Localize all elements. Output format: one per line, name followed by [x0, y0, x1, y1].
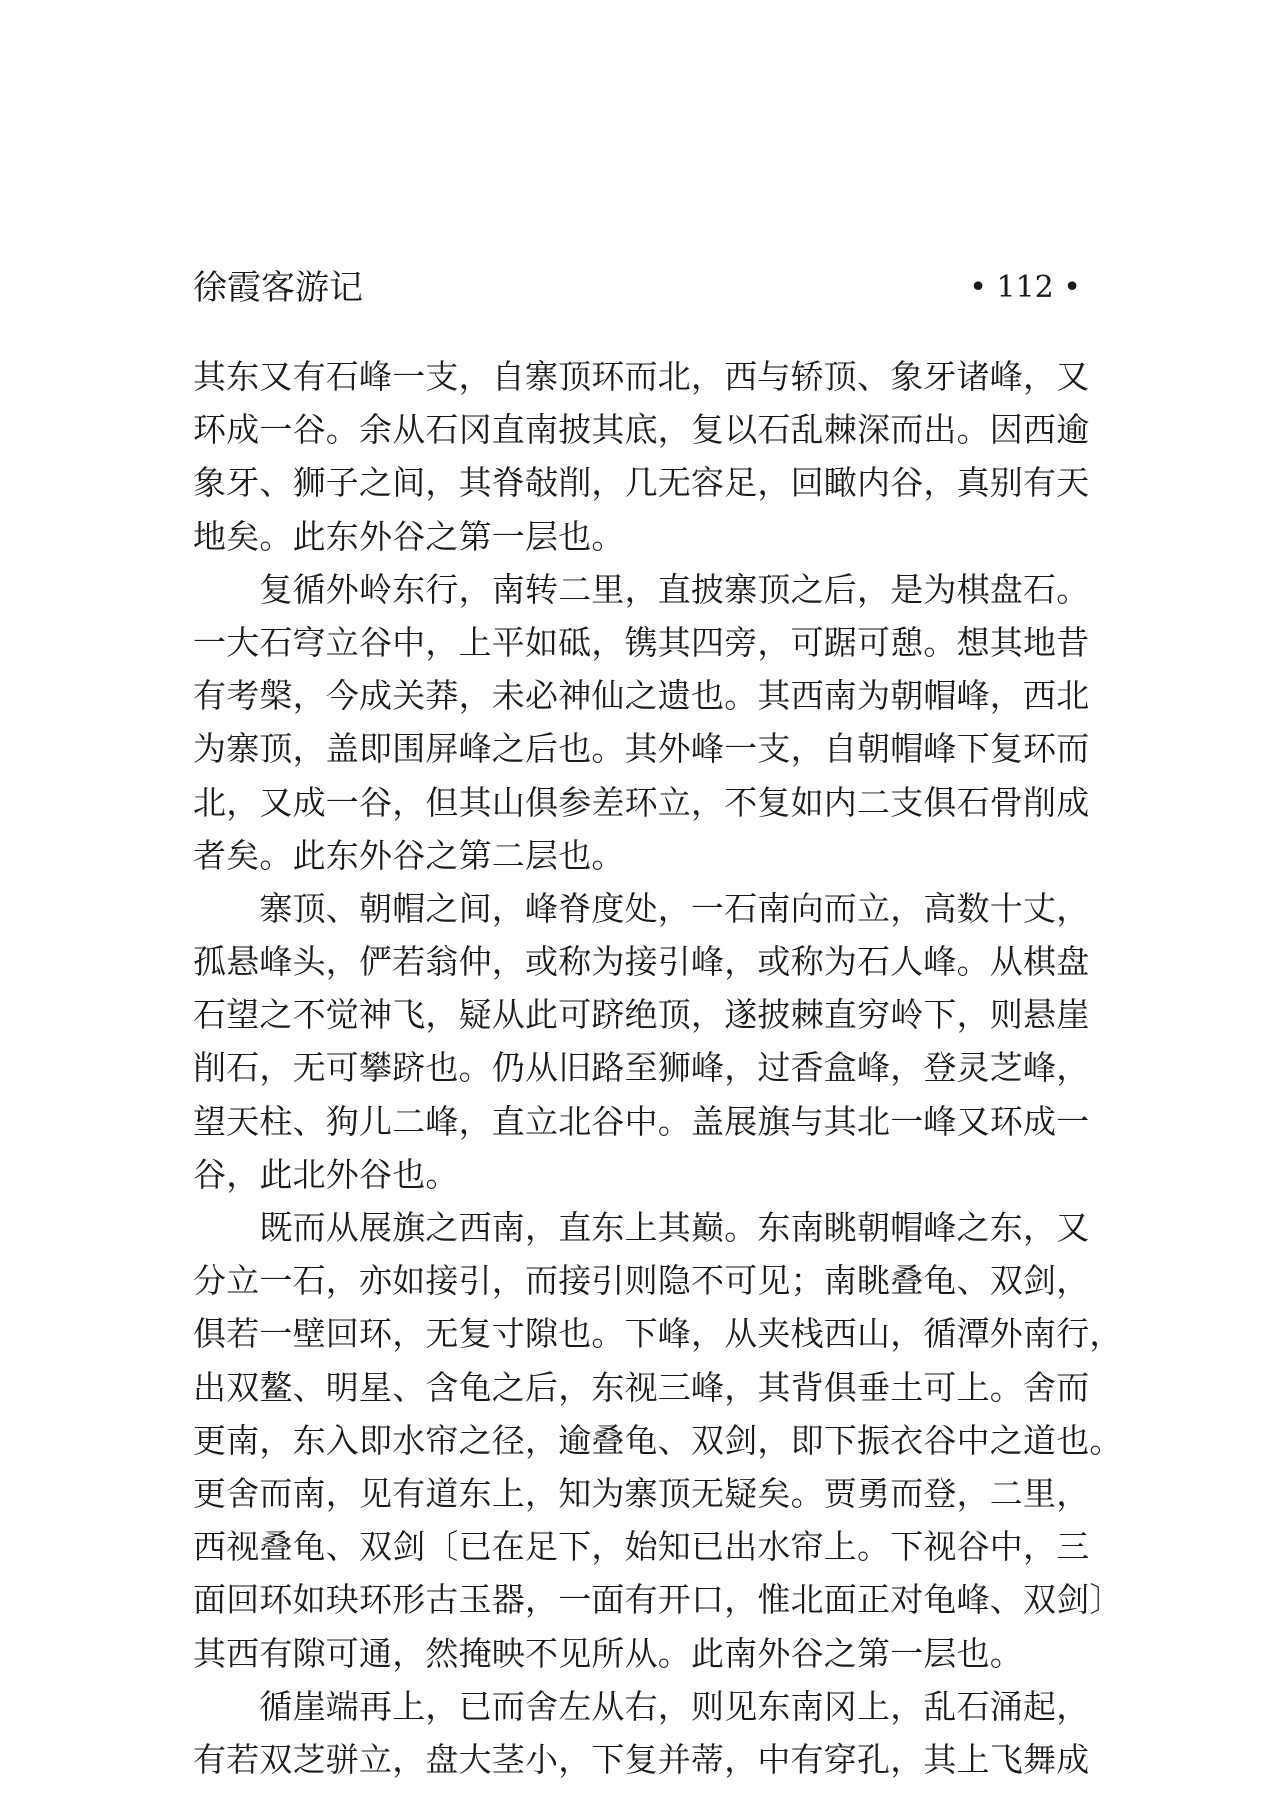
text-line: 面回环如玦环形古玉器，一面有开口，惟北面正对龟峰、双剑〕	[193, 1580, 1123, 1620]
text-line: 更南，东入即水帘之径，逾叠龟、双剑，即下振衣谷中之道也。	[193, 1420, 1123, 1460]
text-line: 环成一谷。余从石冈直南披其底，复以石乱棘深而出。因西逾	[193, 410, 1090, 450]
text-line: 其东又有石峰一支，自寨顶环而北，西与轿顶、象牙诸峰，又	[193, 357, 1090, 396]
text-line: 有若双芝骈立，盘大茎小，下复并蒂，中有穿孔，其上飞舞成	[193, 1739, 1090, 1779]
text-line: 为寨顶，盖即围屏峰之后也。其外峰一支，自朝帽峰下复环而	[193, 729, 1090, 769]
text-line: 有考槃，今成关莽，未必神仙之遗也。其西南为朝帽峰，西北	[193, 676, 1090, 716]
text-line: 削石，无可攀跻也。仍从旧路至狮峰，过香盒峰，登灵芝峰，	[193, 1048, 1090, 1088]
text-line: 西视叠龟、双剑〔已在足下，始知已出水帘上。下视谷中，三	[193, 1527, 1090, 1567]
text-line: 者矣。此东外谷之第二层也。	[193, 835, 625, 875]
text-line: 孤悬峰头，俨若翁仲，或称为接引峰，或称为石人峰。从棋盘	[193, 942, 1090, 982]
text-line: 一大石穹立谷中，上平如砥，镌其四旁，可踞可憩。想其地昔	[193, 622, 1090, 662]
text-line: 寨顶、朝帽之间，峰脊度处，一石南向而立，高数十丈，	[193, 888, 1090, 928]
text-line: 出双鳌、明星、含龟之后，东视三峰，其背俱垂土可上。舍而	[193, 1367, 1090, 1407]
text-line: 象牙、狮子之间，其脊敧削，几无容足，回瞰内谷，真别有天	[193, 463, 1090, 503]
text-line: 循崖端再上，已而舍左从右，则见东南冈上，乱石涌起，	[193, 1686, 1090, 1726]
book-title: 徐霞客游记	[193, 268, 363, 308]
text-line: 石望之不觉神飞，疑从此可跻绝顶，遂披棘直穷岭下，则悬崖	[193, 995, 1090, 1035]
text-line: 更舍而南，见有道东上，知为寨顶无疑矣。贾勇而登，二里，	[193, 1473, 1090, 1513]
text-line: 既而从展旗之西南，直东上其巅。东南眺朝帽峰之东，又	[193, 1208, 1090, 1247]
text-line: 谷，此北外谷也。	[193, 1154, 459, 1194]
text-line: 北，又成一谷，但其山俱参差环立，不复如内二支俱石骨削成	[193, 782, 1090, 822]
page-number: • 112 •	[969, 270, 1081, 305]
text-line: 地矣。此东外谷之第一层也。	[193, 516, 625, 556]
text-line: 俱若一壁回环，无复寸隙也。下峰，从夹栈西山，循潭外南行，	[193, 1314, 1123, 1354]
text-line: 望天柱、狗儿二峰，直立北谷中。盖展旗与其北一峰又环成一	[193, 1101, 1090, 1141]
text-line: 其西有隙可通，然掩映不见所从。此南外谷之第一层也。	[193, 1633, 1023, 1673]
running-header	[193, 262, 1081, 314]
text-line: 分立一石，亦如接引，而接引则隐不可见；南眺叠龟、双剑，	[193, 1261, 1090, 1301]
body-text	[193, 350, 1123, 1786]
text-line: 复循外岭东行，南转二里，直披寨顶之后，是为棋盘石。	[193, 569, 1090, 609]
